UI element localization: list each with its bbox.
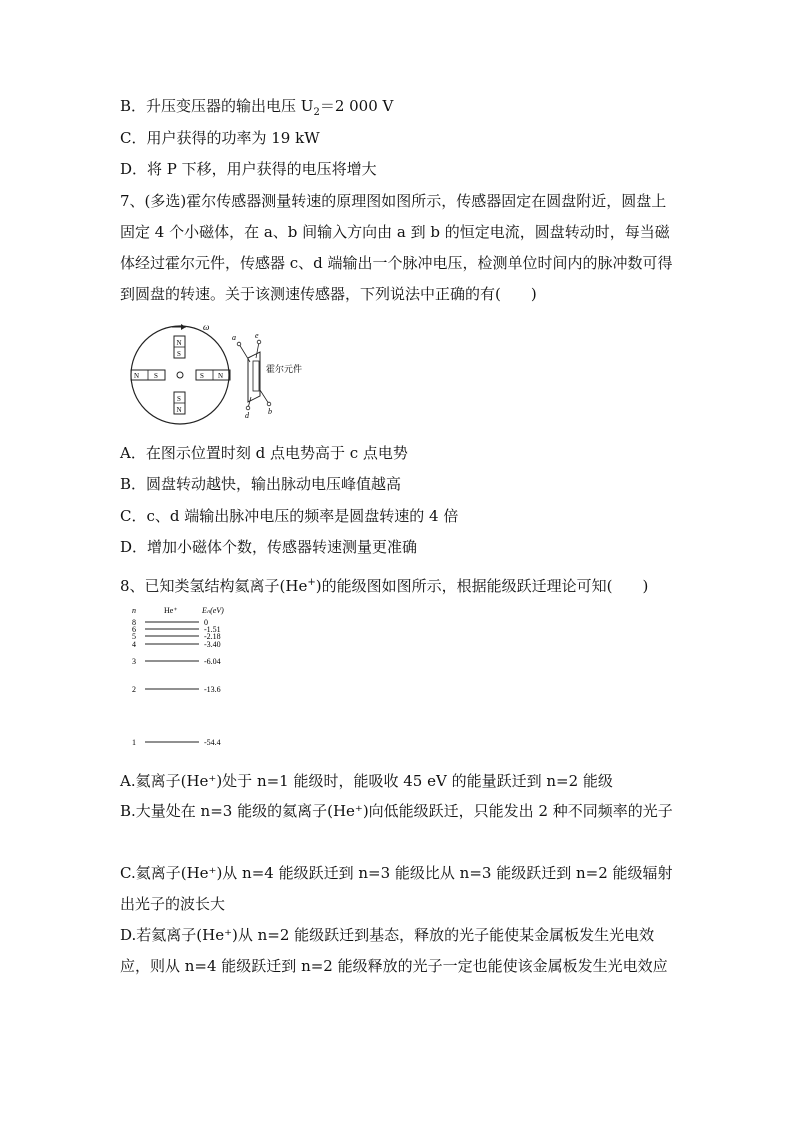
q8-stem-superscript: + (307, 577, 316, 588)
svg-text:N: N (134, 372, 140, 380)
magnet-top (174, 336, 185, 358)
level-n-label: 5 (132, 632, 136, 641)
q8-stem-pre: 8、已知类氢结构氦离子(He (120, 577, 308, 595)
q7-option-b: B．圆盘转动越快，输出脉动电压峰值越高 (120, 475, 402, 493)
q6-option-c: C．用户获得的功率为 19 kW (120, 129, 320, 147)
terminal-d-label: d (245, 411, 249, 420)
n-axis-header: n (132, 606, 136, 615)
energy-level-4 (132, 640, 221, 649)
q6-option-b-tail: ＝2 000 V (319, 97, 394, 115)
q8-option-b: B.大量处在 n=3 能级的氦离子(He⁺)向低能级跃迁，只能发出 2 种不同频率的光子 (120, 802, 673, 820)
energy-level-8 (132, 618, 208, 627)
level-n-label: 2 (132, 685, 136, 694)
level-energy-label: -1.51 (204, 625, 221, 634)
magnet-right (196, 370, 230, 380)
level-energy-label: -54.4 (204, 738, 221, 747)
q7-option-c: C．c、d 端输出脉冲电压的频率是圆盘转速的 4 倍 (120, 507, 459, 525)
magnet-left (131, 370, 165, 380)
level-energy-label: -3.40 (204, 640, 221, 649)
hall-element (237, 340, 271, 410)
level-n-label: 6 (132, 625, 136, 634)
q6-option-b-subscript: 2 (313, 107, 320, 118)
hall-sensor-figure (120, 318, 320, 428)
energy-level-diagram (120, 602, 280, 754)
level-n-label: 1 (132, 738, 136, 747)
svg-text:S: S (200, 372, 204, 380)
terminal-a-label: a (232, 333, 236, 342)
level-energy-label: 0 (204, 618, 208, 627)
level-n-label: 3 (132, 657, 136, 666)
svg-text:N: N (176, 406, 182, 414)
hall-element-label: 霍尔元件 (266, 364, 303, 374)
magnet-bottom (174, 392, 185, 414)
q7-option-d: D．增加小磁体个数，传感器转速测量更准确 (120, 538, 418, 556)
level-n-label: 4 (132, 640, 136, 649)
level-energy-label: -13.6 (204, 685, 221, 694)
svg-text:S: S (177, 350, 181, 358)
q8-stem (120, 573, 648, 596)
q8-option-c: C.氦离子(He⁺)从 n=4 能级跃迁到 n=3 能级比从 n=3 能级跃迁到 n=2 能级辐射出光子的波长大 (120, 864, 673, 913)
disc-center (177, 372, 183, 378)
q7-stem: 7、(多选)霍尔传感器测量转速的原理图如图所示，传感器固定在圆盘附近，圆盘上固定 4 个小磁体，在 a、b 间输入方向由 a 到 b 的恒定电流，圆盘转动时，每当磁体经过霍尔元件，传感器 c、d 端输出一个脉冲电压，检测单位时间内的脉冲数可得到圆盘的转速。关于该测速传感器，下列说法中正确的有( ) (120, 192, 673, 303)
q8-option-d: D.若氦离子(He⁺)从 n=2 能级跃迁到基态，释放的光子能使某金属板发生光电效应，则从 n=4 能级跃迁到 n=2 能级释放的光子一定也能使该金属板发生光电效应 (120, 926, 668, 975)
terminal-c-label: e (255, 331, 259, 340)
level-energy-label: -2.18 (204, 632, 221, 641)
energy-axis-header: Eₙ(eV) (202, 606, 224, 615)
q7-option-a: A．在图示位置时刻 d 点电势高于 c 点电势 (120, 444, 408, 462)
he-ion-label: He⁺ (164, 606, 178, 615)
energy-level-1 (132, 738, 221, 747)
level-energy-label: -6.04 (204, 657, 221, 666)
omega-label: ω (203, 322, 210, 332)
terminal-b-label: b (268, 407, 272, 416)
q8-stem-post: )的能级图如图所示，根据能级跃迁理论可知( ) (315, 577, 649, 595)
svg-text:S: S (154, 372, 158, 380)
energy-level-3 (132, 657, 221, 666)
q6-option-b-text: B．升压变压器的输出电压 U (120, 97, 314, 115)
q6-option-b (120, 96, 393, 123)
svg-text:N: N (218, 372, 224, 380)
svg-text:N: N (176, 339, 182, 347)
q8-option-a: A.氦离子(He⁺)处于 n=1 能级时，能吸收 45 eV 的能量跃迁到 n=2 能级 (120, 772, 613, 790)
energy-level-2 (132, 685, 221, 694)
svg-text:S: S (177, 395, 181, 403)
q6-option-d: D．将 P 下移，用户获得的电压将增大 (120, 160, 377, 178)
level-n-label: 8 (132, 618, 136, 627)
